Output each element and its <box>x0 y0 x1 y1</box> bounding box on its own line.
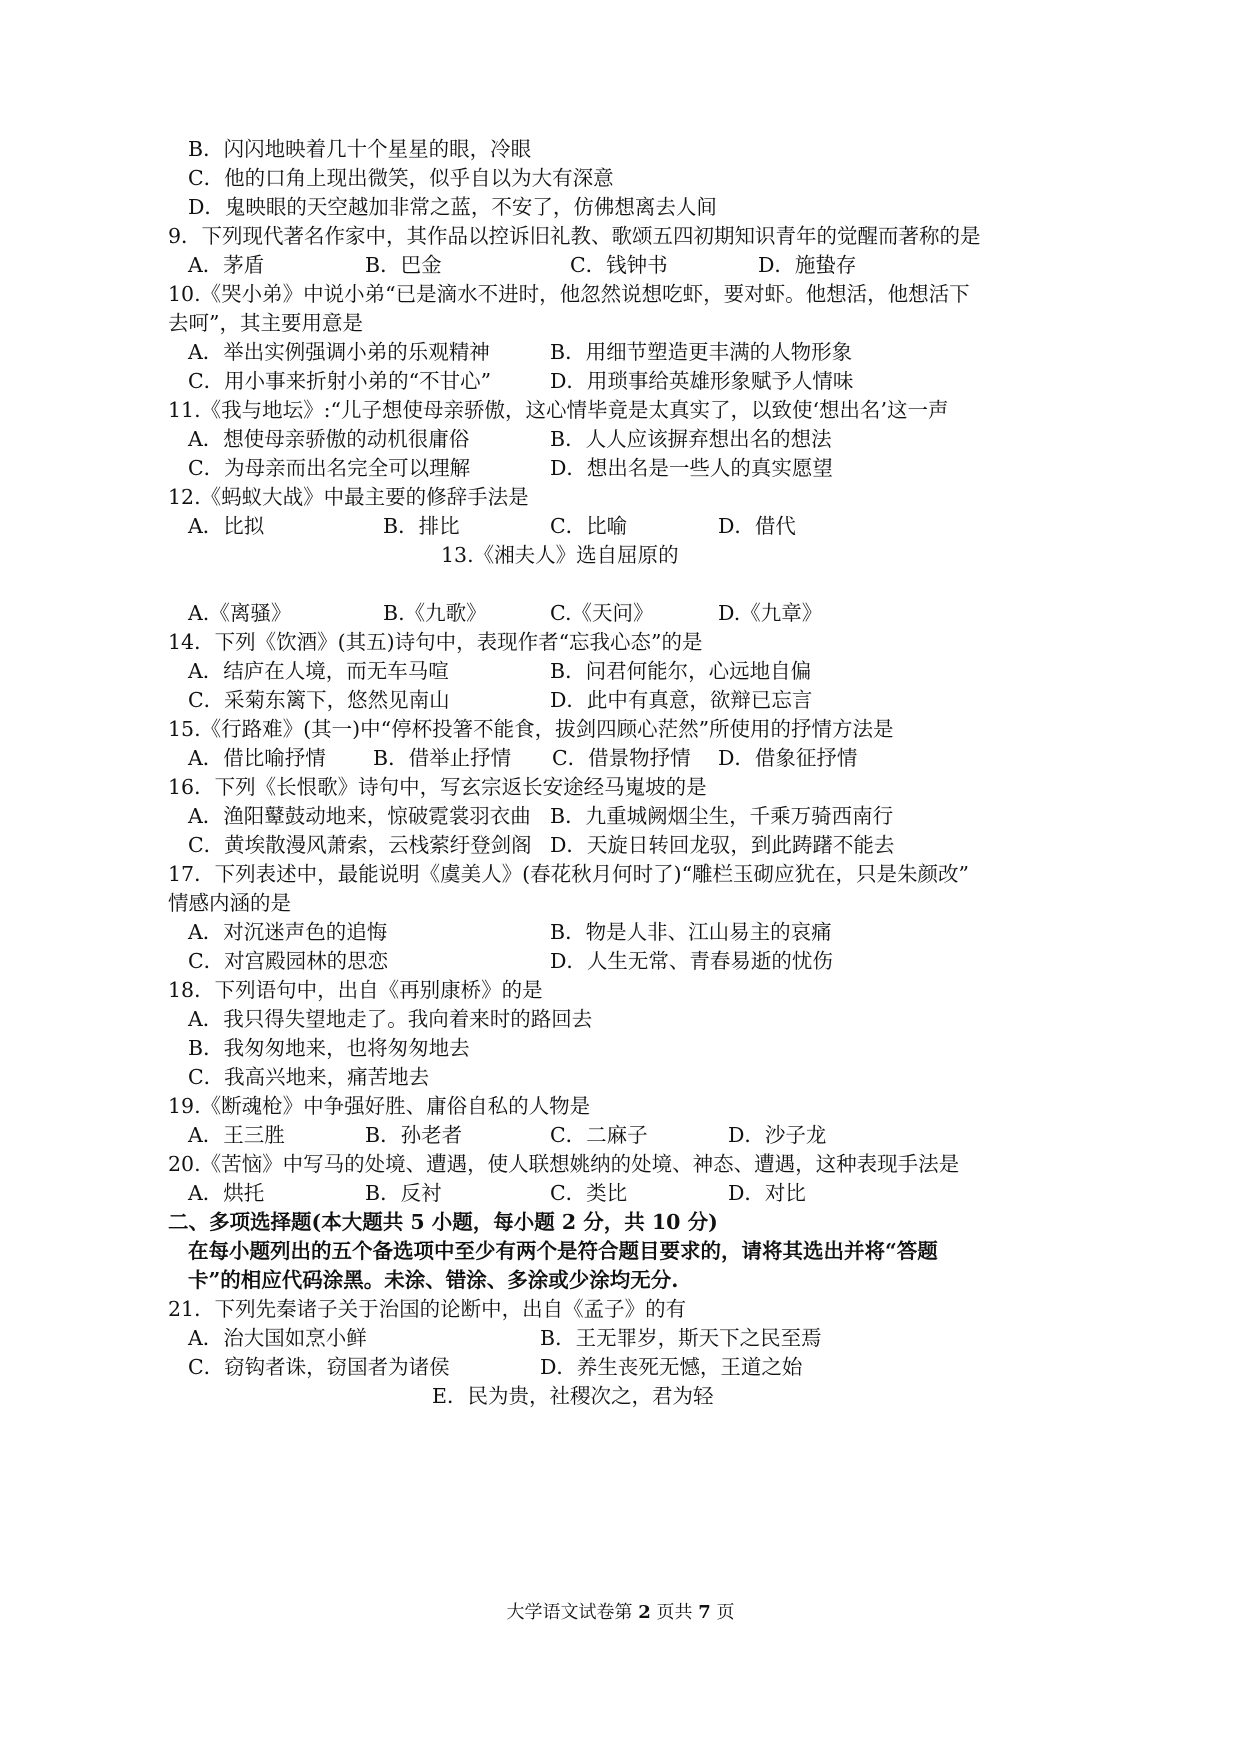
option-d: D．用琐事给英雄形象赋予人情味 <box>550 369 854 393</box>
option-d: D．此中有真意，欲辩已忘言 <box>550 688 813 712</box>
option-d: D．想出名是一些人的真实愿望 <box>550 456 833 480</box>
option-c: C．对宫殿园林的思恋 <box>188 949 389 973</box>
option-d: D．天旋日转回龙驭，到此踌躇不能去 <box>550 833 895 857</box>
option-d: D．人生无常、青春易逝的忧伤 <box>550 949 833 973</box>
option-c: C．借景物抒情 <box>552 746 691 770</box>
option-a: A．渔阳鼙鼓动地来，惊破霓裳羽衣曲 <box>188 804 531 828</box>
option-d: D．对比 <box>728 1181 806 1205</box>
footer-middle: 页共 <box>656 1602 693 1623</box>
option-a: A．想使母亲骄傲的动机很庸俗 <box>188 427 470 451</box>
option-c: C．窃钩者诛，窃国者为诸侯 <box>188 1355 450 1379</box>
option-b: B．问君何能尔，心远地自偏 <box>550 659 812 683</box>
option-d: D．施蛰存 <box>758 253 857 277</box>
option-b: B．九重城阙烟尘生，千乘万骑西南行 <box>550 804 894 828</box>
page-footer <box>0 1598 1241 1624</box>
option-c: C．类比 <box>550 1181 628 1205</box>
footer-page-number: 2 <box>638 1602 651 1623</box>
option-c: C．比喻 <box>550 514 628 538</box>
option-b: B．物是人非、江山易主的哀痛 <box>550 920 832 944</box>
option-b: B．排比 <box>383 514 460 538</box>
option-b: B.《九歌》 <box>383 601 487 625</box>
option-d: D.《九章》 <box>718 601 823 625</box>
option-b: B．用细节塑造更丰满的人物形象 <box>550 340 853 364</box>
option-c: C．用小事来折射小弟的“不甘心” <box>188 369 492 393</box>
option-b: B．王无罪岁，斯天下之民至焉 <box>540 1326 822 1350</box>
option-d: D．借象征抒情 <box>718 746 858 770</box>
footer-prefix: 大学语文试卷第 <box>506 1602 633 1623</box>
option-c: C．黄埃散漫风萧索，云栈萦纡登剑阁 <box>188 833 532 857</box>
option-d: D．借代 <box>718 514 796 538</box>
option-c: C．钱钟书 <box>570 253 668 277</box>
option-a: A.《离骚》 <box>188 601 292 625</box>
exam-page: B．闪闪地映着几十个星星的眼，冷眼 C．他的口角上现出微笑，似乎自以为大有深意 D．鬼映眼的天空越加非常之蓝，不安了，仿佛想离去人间 9．下列现代著名作家中，其作品以控诉旧礼教、歌颂五四初期知识青年的觉醒而著称的是 A．茅盾 B．巴金 C．钱钟书 D．施蛰存 10.《哭小弟》中说小弟“已是滴水不进时，他忽然说想吃虾，要对虾。他想活，他想活下 去呵”，其主要用意是 A．举出实例强调小弟的乐观精神 B．用细节塑造更丰满的人物形象 C．用小事来折射小弟的“不甘心” D．用琐事给英雄形象赋予人情味 11.《我与地坛》:“儿子想使母亲骄傲，这心情毕竟是太真实了，以致使‘想出名’这一声 A．想使母亲骄傲的动机很庸俗 B．人人应该摒弃想出名的想法 C．为母亲而出名完全可以理解 D．想出名是一些人的真实愿望 12.《蚂蚁大战》中最主要的修辞手法是 A．比拟 B．排比 C．比喻 D．借代 13.《湘夫人》选自屈原的 A.《离骚》 B.《九歌》 C.《天问》 D.《九章》 14．下列《饮酒》(其五)诗句中，表现作者“忘我心态”的是 A．结庐在人境，而无车马喧 B．问君何能尔，心远地自偏 C．采菊东篱下，悠然见南山 D．此中有真意，欲辩已忘言 15.《行路难》(其一)中“停杯投箸不能食，拔剑四顾心茫然”所使用的抒情方法是 A．借比喻抒情 B．借举止抒情 C．借景物抒情 D．借象征抒情 16．下列《长恨歌》诗句中，写玄宗返长安途经马嵬坡的是 A．渔阳鼙鼓动地来，惊破霓裳羽衣曲 B．九重城阙烟尘生，千乘万骑西南行 C．黄埃散漫风萧索，云栈萦纡登剑阁 D．天旋日转回龙驭，到此踌躇不能去 17．下列表述中，最能说明《虞美人》(春花秋月何时了)“雕栏玉砌应犹在，只是朱颜改” 情感内涵的是 A．对沉迷声色的追悔 B．物是人非、江山易主的哀痛 C．对宫殿园林的思恋 D．人生无常、青春易逝的忧伤 18．下列语句中，出自《再别康桥》的是 A．我只得失望地走了。我向着来时的路回去 B．我匆匆地来，也将匆匆地去 C．我高兴地来，痛苦地去 19.《断魂枪》中争强好胜、庸俗自私的人物是 A．王三胜 B．孙老者 C．二麻子 D．沙子龙 20.《苦恼》中写马的处境、遭遇，使人联想姚纳的处境、神态、遭遇，这种表现手法是 A．烘托 B．反衬 C．类比 D．对比 二、多项选择题(本大题共 5 小题，每小题 2 分，共 10 分) 在每小题列出的五个备选项中至少有两个是符合题目要求的，请将其选出并将“答题 卡”的相应代码涂黑。未涂、错涂、多涂或少涂均无分. 21．下列先秦诸子关于治国的论断中，出自《孟子》的有 A．治大国如烹小鲜 B．王无罪岁，斯天下之民至焉 C．窃钩者诛，窃国者为诸侯 D．养生丧死无憾，王道之始 E．民为贵，社稷次之，君为轻 大学语文试卷第 2 页共 7 页 <box>0 0 1241 1754</box>
option-b: B．借举止抒情 <box>373 746 512 770</box>
option-a: A．茅盾 <box>188 253 265 277</box>
option-a: A．烘托 <box>188 1181 265 1205</box>
option-d: D．养生丧死无憾，王道之始 <box>540 1355 803 1379</box>
option-b: B．巴金 <box>365 253 442 277</box>
option-a: A．对沉迷声色的追悔 <box>188 920 388 944</box>
option-c: C．二麻子 <box>550 1123 648 1147</box>
option-a: A．借比喻抒情 <box>188 746 326 770</box>
option-c: C.《天问》 <box>550 601 654 625</box>
option-a: A．比拟 <box>188 514 265 538</box>
option-d: D．沙子龙 <box>728 1123 827 1147</box>
option-c: C．为母亲而出名完全可以理解 <box>188 456 471 480</box>
footer-total-pages: 7 <box>698 1602 711 1623</box>
option-a: A．治大国如烹小鲜 <box>188 1326 367 1350</box>
option-b: B．孙老者 <box>365 1123 463 1147</box>
option-c: C．采菊东篱下，悠然见南山 <box>188 688 450 712</box>
option-b: B．人人应该摒弃想出名的想法 <box>550 427 832 451</box>
option-a: A．结庐在人境，而无车马喧 <box>188 659 449 683</box>
option-b: B．反衬 <box>365 1181 442 1205</box>
option-a: A．王三胜 <box>188 1123 285 1147</box>
footer-suffix: 页 <box>716 1602 735 1623</box>
option-a: A．举出实例强调小弟的乐观精神 <box>188 340 490 364</box>
